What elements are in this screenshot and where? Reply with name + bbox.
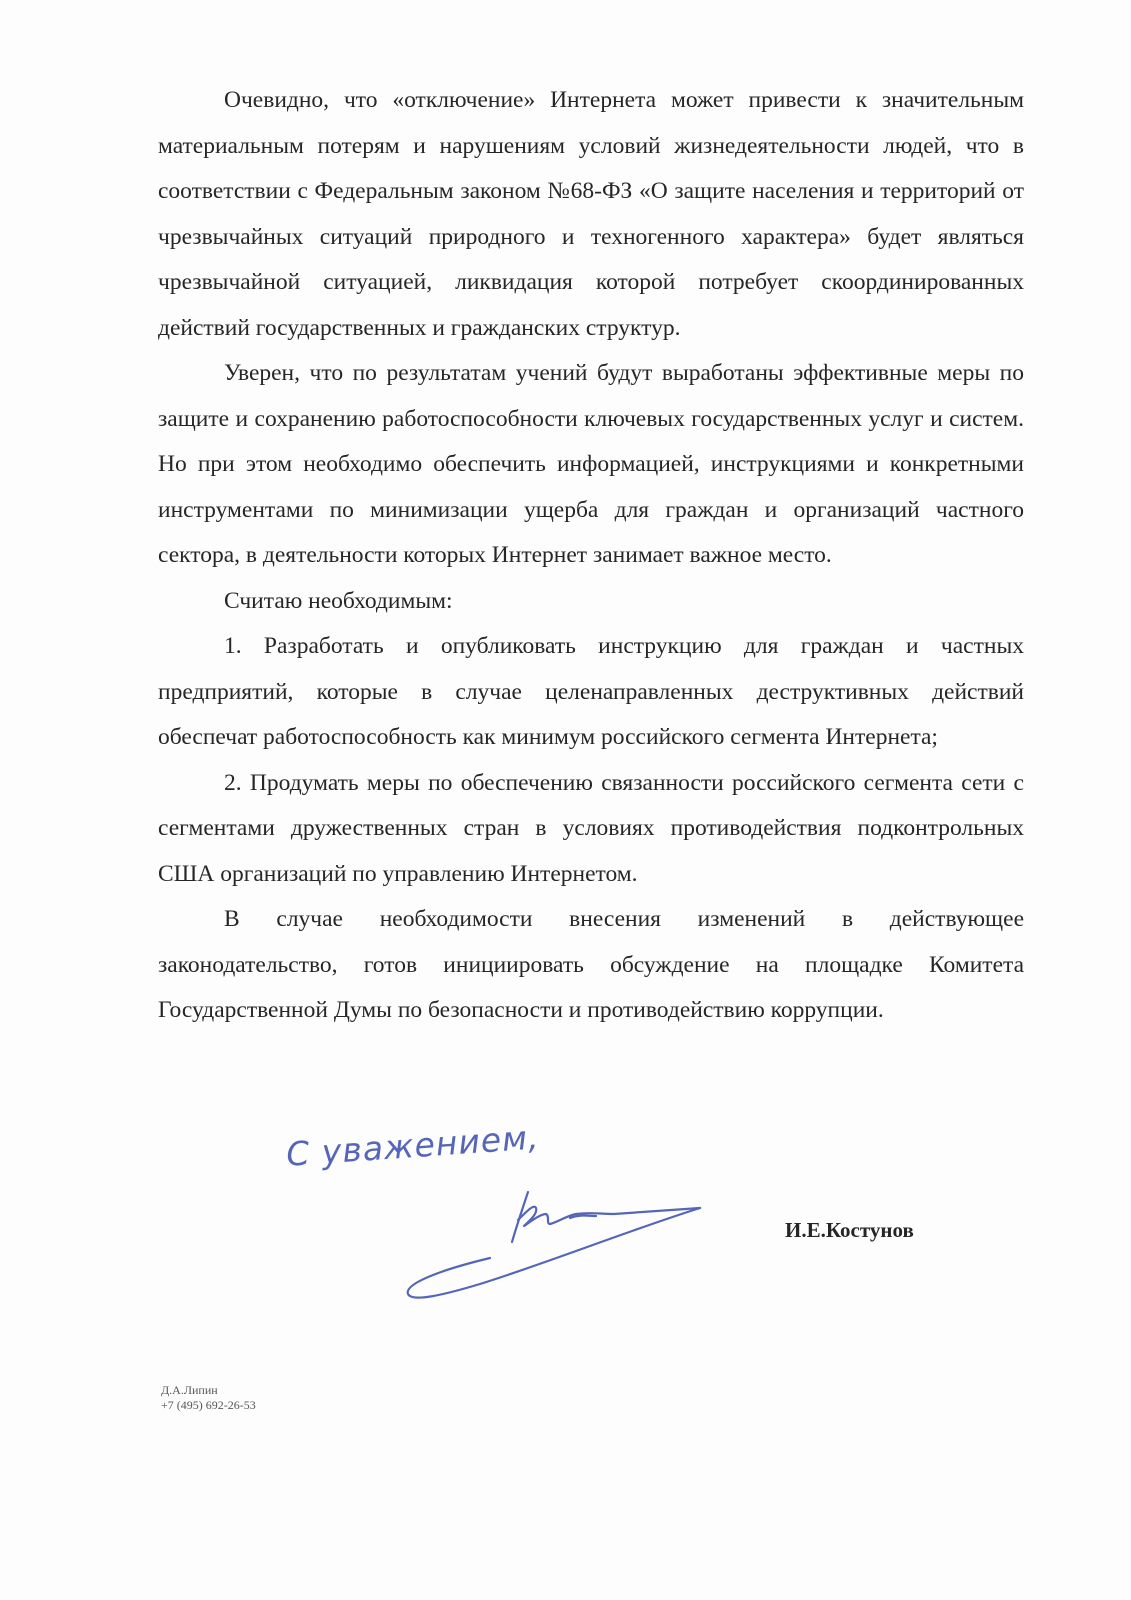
paragraph-legislation: В случае необходимости внесения изменений в действующее законодательство, готов инициировать обсуждение на площадке Комитета Государственной Думы по безопасности и противодействию коррупции.	[158, 906, 1024, 1023]
handwritten-closing: С уважением,	[285, 1117, 541, 1174]
executor-name: Д.А.Липин	[161, 1383, 218, 1397]
paragraph-item-2: 2. Продумать меры по обеспечению связанности российского сегмента сети с сегментами дружественных стран в условиях противодействия подконтрольных США организаций по управлению Интернетом.	[158, 769, 1024, 887]
signature-icon	[400, 1170, 780, 1320]
signature-stroke	[408, 1208, 700, 1298]
executor-phone: +7 (495) 692-26-53	[161, 1398, 256, 1412]
signature-stroke	[570, 1216, 596, 1219]
letter-body	[158, 78, 1024, 1034]
paragraph-measures: Уверен, что по результатам учений будут выработаны эффективные меры по защите и сохранению работоспособности ключевых государственных услуг и систем. Но при этом необходимо обеспечить информацией, инструкциями и конкретными инструментами по минимизации ущерба для граждан и организаций частного сектора, в деятельности которых Интернет занимает важное место.	[158, 360, 1024, 568]
signer-name: И.Е.Костунов	[785, 1218, 914, 1242]
paragraph-item-1: 1. Разработать и опубликовать инструкцию для граждан и частных предприятий, которые в случае целенаправленных деструктивных действий обеспечат работоспособность как минимум российского сегмента Интернета;	[158, 633, 1024, 750]
paragraph-emergency: Очевидно, что «отключение» Интернета может привести к значительным материальным потерям и нарушениям условий жизнедеятельности людей, что в соответствии с Федеральным законом №68-ФЗ «О защите населения и территорий от чрезвычайных ситуаций природного и техногенного характера» будет являться чрезвычайной ситуацией, ликвидация которой потребует скоординированных действий государственных и гражданских структур.	[158, 87, 1024, 341]
executor-info	[161, 1383, 256, 1413]
signature-strokes	[408, 1192, 700, 1298]
paragraph-considers-necessary: Считаю необходимым:	[224, 587, 453, 614]
